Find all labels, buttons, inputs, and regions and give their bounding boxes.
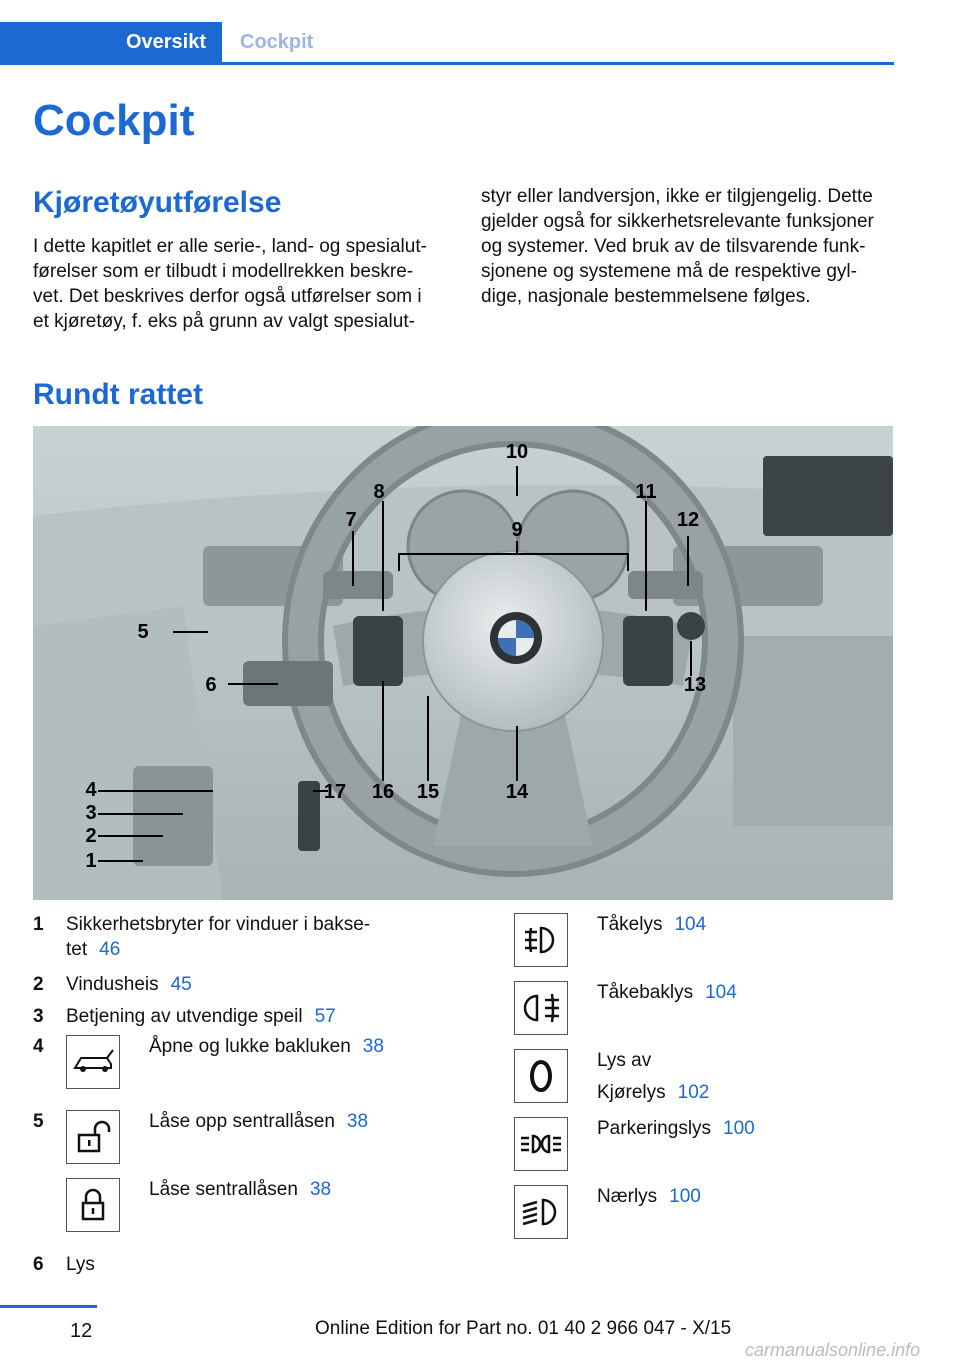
callout-13: 13 bbox=[683, 674, 707, 696]
legend-number: 3 bbox=[33, 1006, 44, 1027]
legend-number: 1 bbox=[33, 914, 44, 935]
legend-text: tet bbox=[66, 939, 88, 960]
edition-text: Online Edition for Part no. 01 40 2 966 047 - X/15 bbox=[315, 1318, 732, 1339]
header-tabbar bbox=[0, 22, 894, 65]
legend-text: Lys av bbox=[597, 1050, 652, 1071]
legend-text: Åpne og lukke bakluken bbox=[149, 1036, 351, 1057]
paragraph-left bbox=[33, 234, 453, 334]
lock-icon bbox=[66, 1178, 120, 1232]
legend-item-lock bbox=[149, 1177, 331, 1202]
page-title: Cockpit bbox=[33, 96, 195, 145]
legend-text: Vindusheis bbox=[66, 974, 159, 995]
callout-11: 11 bbox=[635, 481, 657, 503]
section-heading-kjoretoyutforelse: Kjøretøyutførelse bbox=[33, 186, 282, 219]
page-ref-link[interactable]: 57 bbox=[314, 1006, 336, 1027]
text-line: gjelder også for sikkerhetsrelevante funksjoner bbox=[481, 211, 874, 232]
legend-number: 6 bbox=[33, 1254, 44, 1275]
legend-number: 5 bbox=[33, 1111, 44, 1132]
legend-item-lights-off bbox=[597, 1048, 709, 1105]
legend-item-1 bbox=[33, 912, 433, 962]
text-line: dige, nasjonale bestemmelsene følges. bbox=[481, 286, 811, 307]
page-ref-link[interactable]: 46 bbox=[99, 939, 121, 960]
legend-text: Lys bbox=[66, 1254, 95, 1275]
watermark: carmanualsonline.info bbox=[745, 1340, 921, 1360]
legend-text: Låse sentrallåsen bbox=[149, 1179, 298, 1200]
text-line: sjonene og systemene må de respektive gyl- bbox=[481, 261, 857, 282]
tailgate-icon bbox=[66, 1035, 120, 1089]
front-fog-light-icon bbox=[514, 913, 568, 967]
legend-text: Tåkelys bbox=[597, 914, 663, 935]
legend-item-3 bbox=[33, 1004, 336, 1029]
unlock-icon bbox=[66, 1110, 120, 1164]
legend-item-4 bbox=[149, 1034, 384, 1059]
text-line: vet. Det beskrives derfor også utførelser som i bbox=[33, 286, 422, 307]
callout-1: 1 bbox=[85, 850, 97, 872]
callout-7: 7 bbox=[345, 509, 357, 531]
callout-14: 14 bbox=[505, 781, 529, 803]
text-line: I dette kapitlet er alle serie-, land- og spesialut- bbox=[33, 236, 427, 257]
page-ref-link[interactable]: 38 bbox=[362, 1036, 384, 1057]
legend-item-parking bbox=[597, 1116, 755, 1141]
legend-item-low-beam bbox=[597, 1184, 701, 1209]
steering-wheel-illustration bbox=[33, 426, 893, 900]
rear-fog-light-icon bbox=[514, 981, 568, 1035]
legend-item-5 bbox=[149, 1109, 368, 1134]
page-ref-link[interactable]: 100 bbox=[669, 1186, 701, 1207]
page-ref-link[interactable]: 38 bbox=[309, 1179, 332, 1200]
legend-text: Kjørelys bbox=[597, 1082, 666, 1103]
legend-text: Tåkebaklys bbox=[597, 982, 694, 1003]
page-ref-link[interactable]: 104 bbox=[705, 982, 737, 1003]
legend-text: Betjening av utvendige speil bbox=[66, 1006, 303, 1027]
legend-text: Nærlys bbox=[597, 1186, 658, 1207]
page-ref-link[interactable]: 104 bbox=[674, 914, 707, 935]
callout-15: 15 bbox=[416, 781, 440, 803]
text-line: førelser som er tilbudt i modellrekken beskre- bbox=[33, 261, 414, 282]
page-ref-link[interactable]: 38 bbox=[346, 1111, 369, 1132]
legend-text: Parkeringslys bbox=[597, 1118, 712, 1139]
callout-16: 16 bbox=[371, 781, 395, 803]
paragraph-right bbox=[481, 184, 901, 309]
text-line: og systemer. Ved bruk av de tilsvarende funk- bbox=[481, 236, 866, 257]
footer-divider bbox=[0, 1305, 97, 1308]
callout-8: 8 bbox=[373, 481, 385, 503]
page-ref-link[interactable]: 100 bbox=[723, 1118, 755, 1139]
callout-2: 2 bbox=[85, 825, 97, 847]
legend-item-fog bbox=[597, 912, 706, 937]
callout-10: 10 bbox=[505, 441, 529, 463]
low-beam-icon bbox=[514, 1185, 568, 1239]
callout-17: 17 bbox=[323, 781, 347, 803]
callout-5: 5 bbox=[137, 621, 149, 643]
callout-6: 6 bbox=[205, 674, 217, 696]
page-ref-link[interactable]: 102 bbox=[677, 1082, 710, 1103]
text-line: et kjøretøy, f. eks på grunn av valgt spesialut- bbox=[33, 311, 415, 332]
tab-cockpit[interactable]: Cockpit bbox=[240, 31, 314, 53]
legend-number: 4 bbox=[33, 1036, 44, 1057]
page-ref-link[interactable]: 45 bbox=[170, 974, 192, 995]
legend-item-2 bbox=[33, 972, 192, 997]
section-heading-rundt-rattet: Rundt rattet bbox=[33, 378, 203, 411]
parking-lights-icon bbox=[514, 1117, 568, 1171]
lights-off-icon bbox=[514, 1049, 568, 1103]
callout-9: 9 bbox=[511, 519, 523, 541]
callout-3: 3 bbox=[85, 802, 97, 824]
legend-number: 2 bbox=[33, 974, 44, 995]
callout-4: 4 bbox=[85, 779, 97, 801]
callout-12: 12 bbox=[676, 509, 700, 531]
page-number: 12 bbox=[70, 1320, 93, 1342]
tab-oversikt[interactable]: Oversikt bbox=[0, 22, 222, 62]
legend-text: Låse opp sentrallåsen bbox=[149, 1111, 335, 1132]
legend-item-6 bbox=[33, 1252, 95, 1277]
text-line: styr eller landversjon, ikke er tilgjengelig. Dette bbox=[481, 186, 873, 207]
legend-item-rear-fog bbox=[597, 980, 737, 1005]
legend-text: Sikkerhetsbryter for vinduer i bakse- bbox=[66, 914, 371, 935]
